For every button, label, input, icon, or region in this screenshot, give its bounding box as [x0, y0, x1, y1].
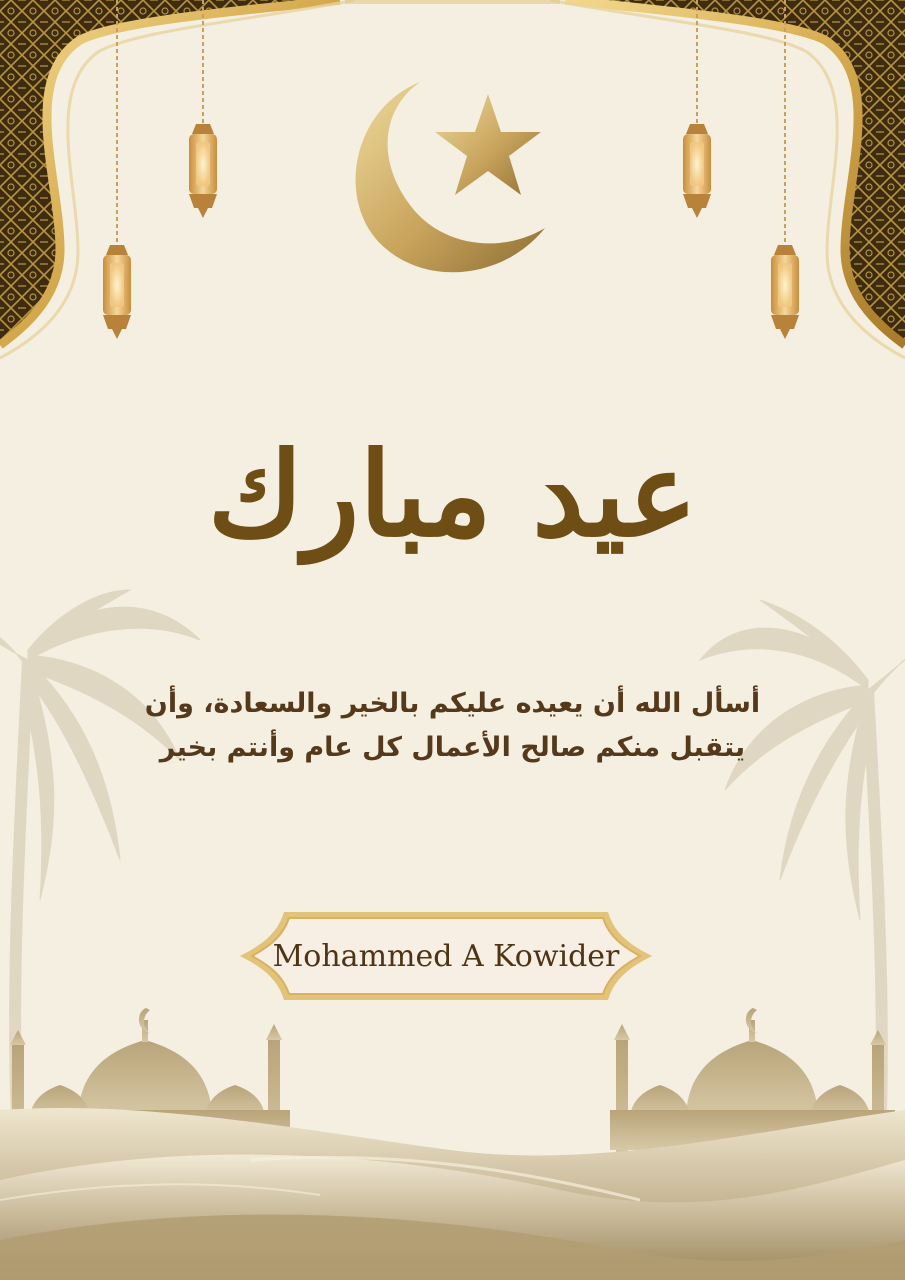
greeting-message-line: يتقبل منكم صالح الأعمال كل عام وأنتم بخير	[159, 732, 746, 763]
crescent-moon-icon	[356, 82, 545, 272]
sender-name: Mohammed A Kowider	[272, 938, 620, 974]
top-arch-frame	[0, 0, 905, 358]
greeting-message-line: أسأل الله أن يعيده عليكم بالخير والسعادة، وأن	[144, 688, 761, 719]
star-icon	[435, 94, 541, 195]
lantern-icon	[103, 0, 799, 339]
greeting-message	[90, 682, 815, 770]
desert-dunes	[0, 1108, 905, 1280]
eid-mubarak-calligraphy: عيد مبارك	[207, 427, 698, 563]
